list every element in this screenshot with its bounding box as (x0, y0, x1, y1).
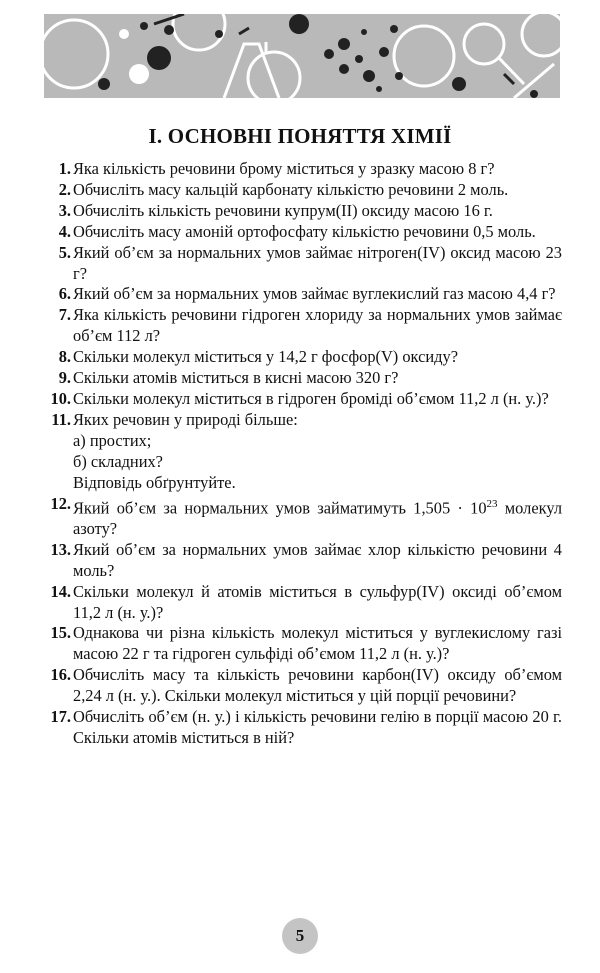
problem-item (40, 201, 562, 222)
problem-list (40, 159, 562, 749)
problem-text: Яких речовин у природі більше: (73, 409, 298, 429)
chemistry-glassware-banner (44, 14, 560, 98)
lab-glassware-illustration (44, 14, 560, 98)
problem-note: Відповідь обґрунтуйте. (73, 472, 236, 492)
problem-number: 4. (58, 221, 71, 241)
page-number-badge: 5 (282, 918, 318, 954)
problem-item (40, 623, 562, 665)
problem-number: 7. (58, 305, 71, 325)
problem-text: Який об’єм за нормальних умов займатимуть 1,505 · 10 (73, 497, 487, 517)
problem-number: 11. (51, 409, 71, 429)
problem-number: 1. (58, 159, 71, 178)
problem-text: Обчисліть масу амоній ортофосфату кількістю речовини 0,5 моль. (73, 221, 536, 241)
problem-item (40, 368, 562, 389)
problem-number: 14. (50, 581, 71, 601)
problem-number: 12. (50, 493, 71, 513)
problem-text: Обчисліть кількість речовини купрум(ІІ) оксиду масою 16 г. (73, 200, 493, 220)
problem-number: 13. (50, 539, 71, 559)
problem-text: Скільки молекул міститься у 14,2 г фосфор(V) оксиду? (73, 347, 458, 367)
problem-text: Скільки молекул й атомів міститься в сульфур(IV) оксиді об’ємом 11,2 л (н. у.)? (73, 581, 562, 622)
problem-text: Обчисліть масу кальцій карбонату кількістю речовини 2 моль. (73, 179, 509, 199)
problem-number: 6. (58, 284, 71, 304)
problem-item (40, 540, 562, 582)
problem-number: 8. (58, 347, 71, 367)
problem-option: б) складних? (73, 451, 163, 471)
problem-text-continued: молекул азоту? (73, 497, 562, 538)
problem-item (40, 665, 562, 707)
problem-item (40, 305, 562, 347)
problem-item (40, 410, 562, 494)
problem-number: 3. (58, 200, 71, 220)
problem-item (40, 347, 562, 368)
problem-text: Який об’єм за нормальних умов займає нітроген(IV) оксид масою 23 г? (73, 242, 562, 283)
problem-item (40, 582, 562, 624)
problem-text: Який об’єм за нормальних умов займає вуглекислий газ масою 4,4 г? (73, 284, 556, 304)
problem-item (40, 243, 562, 285)
problem-item (40, 222, 562, 243)
problem-number: 17. (50, 707, 71, 727)
problem-number: 5. (58, 242, 71, 262)
problem-number: 2. (58, 179, 71, 199)
problem-text: Обчисліть об’єм (н. у.) і кількість речовини гелію в порції масою 20 г. Скільки атомів міститься в ній? (73, 707, 562, 747)
problem-item (40, 180, 562, 201)
problem-item (40, 494, 562, 540)
chapter-title: І. ОСНОВНІ ПОНЯТТЯ ХІМІЇ (148, 124, 452, 148)
problem-number: 10. (50, 388, 71, 408)
problem-text: Однакова чи різна кількість молекул міститься у вуглекислому газі масою 22 г та гідроген сульфіді об’ємом 11,2 л (н. у.)? (73, 623, 562, 664)
problem-text: Обчисліть масу та кількість речовини карбон(IV) оксиду об’ємом 2,24 л (н. у.). Скільки молекул міститься у цій порції речовини? (73, 665, 562, 706)
exponent: 23 (486, 497, 498, 510)
problem-text: Скільки молекул міститься в гідроген броміді об’ємом 11,2 л (н. у.)? (73, 388, 549, 408)
problem-item (40, 707, 562, 749)
problem-item (40, 284, 562, 305)
problem-number: 16. (50, 665, 71, 685)
problem-item (40, 389, 562, 410)
problem-number: 15. (50, 623, 71, 643)
problem-text: Скільки атомів міститься в кисні масою 320 г? (73, 368, 399, 388)
problem-text: Яка кількість речовини гідроген хлориду за нормальних умов займає об’єм 112 л? (73, 305, 562, 346)
problem-text: Яка кількість речовини брому міститься у зразку масою 8 г? (73, 159, 495, 178)
problem-number: 9. (58, 368, 71, 388)
problem-option: а) простих; (73, 430, 152, 450)
problem-item (40, 159, 562, 180)
problem-text: Який об’єм за нормальних умов займає хлор кількістю речовини 4 моль? (73, 539, 562, 580)
